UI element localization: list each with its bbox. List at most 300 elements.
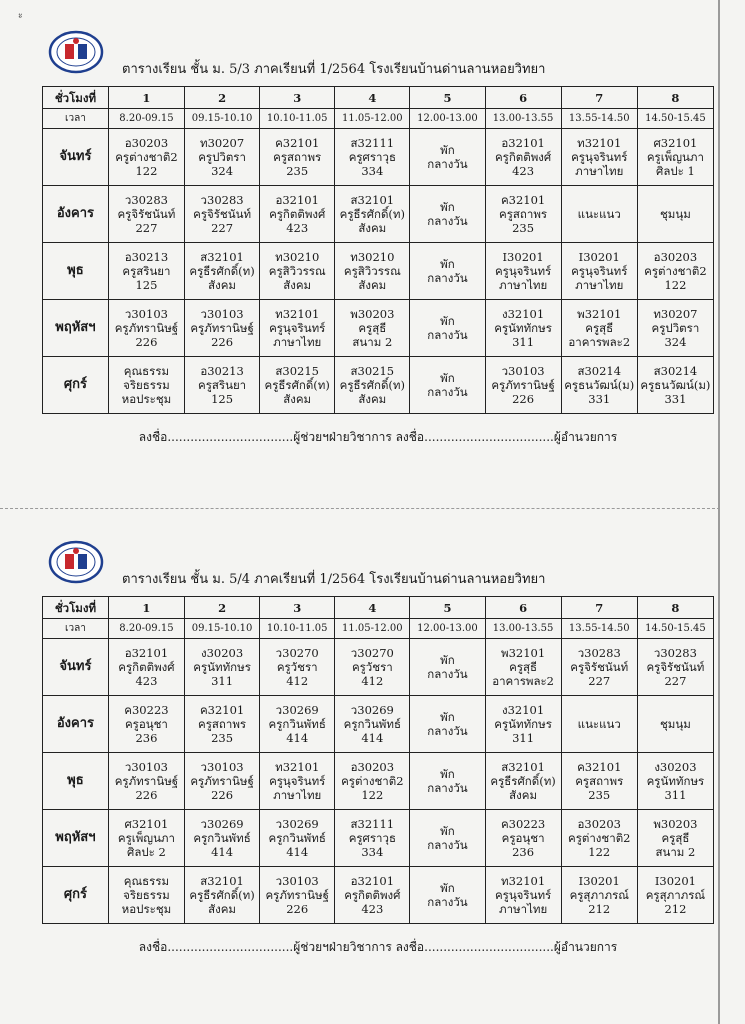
class-cell-line: ว30269 xyxy=(275,817,319,831)
class-cell-line: ว30269 xyxy=(350,703,394,717)
day-name: พุธ xyxy=(43,753,109,810)
class-cell xyxy=(260,129,335,186)
class-cell-line: ค32101 xyxy=(577,760,622,774)
time-slot: 14.50-15.45 xyxy=(637,109,713,129)
class-cell-line: ครูสถาพร xyxy=(575,774,624,788)
class-cell-line: 226 xyxy=(211,335,234,349)
class-cell-line: อ30213 xyxy=(200,364,244,378)
class-cell-line: ครูภัทรานิษฐ์ xyxy=(190,774,254,788)
day-row xyxy=(43,639,714,696)
class-cell-line: 412 xyxy=(361,674,384,688)
class-cell-line: ศิลปะ 2 xyxy=(127,845,166,859)
class-cell-line: พัก xyxy=(440,257,455,271)
class-cell-line: ศ32101 xyxy=(653,136,698,150)
class-cell xyxy=(410,243,485,300)
class-cell xyxy=(410,639,485,696)
class-cell xyxy=(335,357,410,414)
class-cell xyxy=(108,129,184,186)
class-cell-line: สังคม xyxy=(358,392,387,406)
class-cell-line: 122 xyxy=(588,845,611,859)
class-cell-line: 414 xyxy=(286,731,309,745)
class-cell-line: ว30103 xyxy=(200,760,244,774)
class-cell-line: ครูนุจรินทร์ xyxy=(571,264,628,278)
class-cell-line: I30201 xyxy=(578,874,620,888)
class-cell xyxy=(410,186,485,243)
period-number: 2 xyxy=(185,597,260,619)
class-cell xyxy=(108,867,184,924)
class-cell-line: พ30203 xyxy=(653,817,698,831)
class-cell-line: ภาษาไทย xyxy=(575,164,624,178)
class-cell xyxy=(485,696,561,753)
class-cell-line: พัก xyxy=(440,710,455,724)
class-cell xyxy=(637,357,713,414)
class-cell-line: ว30269 xyxy=(200,817,244,831)
class-cell xyxy=(637,810,713,867)
period-number: 7 xyxy=(561,87,637,109)
signature-line: ลงชื่อ.................................ผู้ช่วยฯฝ่ายวิชาการ ลงชื่อ..................................ผู้อำนวยการ xyxy=(138,430,618,444)
class-cell-line: สนาม 2 xyxy=(655,845,696,859)
class-cell-line: ครูธีรศักดิ์(ท) xyxy=(264,378,330,392)
class-cell xyxy=(485,753,561,810)
class-cell-line: ภาษาไทย xyxy=(273,335,322,349)
class-cell xyxy=(260,357,335,414)
class-cell xyxy=(561,357,637,414)
class-cell-line: ครูปวิตรา xyxy=(198,150,246,164)
class-cell-line: กลางวัน xyxy=(427,781,468,795)
time-slot: 12.00-13.00 xyxy=(410,619,485,639)
class-cell-line: ว30103 xyxy=(124,307,168,321)
class-cell xyxy=(485,639,561,696)
class-cell-line: ครูกิตติพงศ์ xyxy=(344,888,401,902)
school-logo-icon xyxy=(48,30,104,74)
class-cell-line: สังคม xyxy=(208,902,237,916)
page-divider xyxy=(0,508,720,509)
class-cell xyxy=(108,753,184,810)
class-cell-line: พ32101 xyxy=(501,646,546,660)
class-cell-line: 423 xyxy=(135,674,158,688)
class-cell-line: 414 xyxy=(286,845,309,859)
class-cell-line: ง32101 xyxy=(501,307,545,321)
class-cell xyxy=(260,186,335,243)
class-cell-line: กลางวัน xyxy=(427,667,468,681)
page-edge xyxy=(718,0,720,1024)
class-cell xyxy=(185,810,260,867)
class-cell-line: 227 xyxy=(664,674,687,688)
class-cell-line: 125 xyxy=(135,278,158,292)
class-cell-line: พัก xyxy=(440,653,455,667)
class-cell-line: ว30270 xyxy=(275,646,319,660)
class-cell-line: ท32101 xyxy=(275,307,320,321)
class-cell-line: 324 xyxy=(211,164,234,178)
class-cell-line: ส30215 xyxy=(350,364,395,378)
class-cell-line: ครูนุจรินทร์ xyxy=(494,264,552,278)
class-cell xyxy=(108,300,184,357)
class-cell-line: ส32101 xyxy=(200,250,244,264)
class-cell-line: อ32101 xyxy=(275,193,319,207)
class-cell-line: 334 xyxy=(361,845,384,859)
class-cell-line: ภาษาไทย xyxy=(499,902,548,916)
class-cell-line: ครูนัททักษร xyxy=(494,717,552,731)
class-cell-line: ครูต่างชาติ2 xyxy=(341,774,404,788)
class-cell xyxy=(185,639,260,696)
class-cell-line: ส32101 xyxy=(200,874,244,888)
class-cell-line: 414 xyxy=(211,845,234,859)
class-cell-line: ครูนัททักษร xyxy=(646,774,705,788)
class-cell-line: ครูจิรัชนันท์ xyxy=(193,207,252,221)
class-cell-line: ครูภัทรานิษฐ์ xyxy=(190,321,254,335)
class-cell-line: ครูธีรศักดิ์(ท) xyxy=(339,207,405,221)
period-number: 6 xyxy=(485,597,561,619)
class-cell xyxy=(485,867,561,924)
period-header-row xyxy=(43,87,714,109)
class-cell-line: ว30283 xyxy=(577,646,621,660)
class-cell-line: ง32101 xyxy=(501,703,545,717)
day-name: พฤหัสฯ xyxy=(43,300,109,357)
class-cell-line: กลางวัน xyxy=(427,385,468,399)
class-cell-line: 331 xyxy=(664,392,687,406)
class-cell-line: ครูสุธี xyxy=(358,321,387,335)
class-cell-line: สนาม 2 xyxy=(352,335,393,349)
time-slot: 8.20-09.15 xyxy=(108,109,184,129)
class-cell-line: อ30203 xyxy=(577,817,621,831)
class-cell-line: ชุมนุม xyxy=(660,717,691,731)
class-cell-line: 423 xyxy=(286,221,309,235)
class-cell-line: อ32101 xyxy=(124,646,169,660)
schedule-section-2 xyxy=(42,540,714,957)
class-cell-line: 235 xyxy=(286,164,309,178)
class-cell-line: ครูกวินพัทธ์ xyxy=(268,717,326,731)
class-cell-line: ครูภัทรานิษฐ์ xyxy=(114,774,179,788)
class-cell xyxy=(410,129,485,186)
class-cell xyxy=(637,753,713,810)
period-number: 1 xyxy=(108,87,184,109)
class-cell-line: ว30103 xyxy=(200,307,244,321)
day-name: พุธ xyxy=(43,243,109,300)
day-name: อังคาร xyxy=(43,186,109,243)
class-cell-line: ท30210 xyxy=(350,250,395,264)
class-cell xyxy=(335,129,410,186)
period-number: 7 xyxy=(561,597,637,619)
class-cell-line: ท32101 xyxy=(577,136,622,150)
class-cell-line: อ32101 xyxy=(350,874,395,888)
signature-line: ลงชื่อ.................................ผู้ช่วยฯฝ่ายวิชาการ ลงชื่อ..................................ผู้อำนวยการ xyxy=(138,940,618,954)
class-cell xyxy=(335,639,410,696)
class-cell-line: แนะแนว xyxy=(577,207,621,221)
class-cell xyxy=(260,810,335,867)
class-cell-line: 235 xyxy=(512,221,535,235)
class-cell xyxy=(185,243,260,300)
class-cell-line: พ30203 xyxy=(350,307,395,321)
class-cell-line: 412 xyxy=(286,674,309,688)
class-cell xyxy=(185,753,260,810)
class-cell-line: ส32111 xyxy=(350,817,395,831)
class-cell-line: กลางวัน xyxy=(427,328,468,342)
class-cell-line: ส32101 xyxy=(350,193,395,207)
day-row xyxy=(43,186,714,243)
class-cell-line: สังคม xyxy=(358,221,387,235)
class-cell-line: กลางวัน xyxy=(427,895,468,909)
class-cell-line: 122 xyxy=(135,164,158,178)
class-cell xyxy=(485,810,561,867)
time-row xyxy=(43,109,714,129)
class-cell-line: อ30203 xyxy=(350,760,395,774)
class-cell-line: I30201 xyxy=(578,250,620,264)
day-row xyxy=(43,129,714,186)
timetable-body xyxy=(43,597,714,924)
class-cell-line: ครูเพ็ญนภา xyxy=(646,150,704,164)
class-cell xyxy=(637,300,713,357)
period-number: 8 xyxy=(637,597,713,619)
class-cell-line: ครูสิวิวรรณ xyxy=(268,264,326,278)
time-slot: 13.00-13.55 xyxy=(485,619,561,639)
day-row xyxy=(43,243,714,300)
class-cell xyxy=(335,696,410,753)
class-cell-line: กลางวัน xyxy=(427,724,468,738)
class-cell xyxy=(561,243,637,300)
day-name: จันทร์ xyxy=(43,129,109,186)
class-cell xyxy=(561,186,637,243)
class-cell-line: ครูอนุชา xyxy=(124,717,168,731)
class-cell xyxy=(410,357,485,414)
period-number: 5 xyxy=(410,597,485,619)
day-row xyxy=(43,810,714,867)
class-cell-line: พ32101 xyxy=(577,307,622,321)
class-cell-line: ครูสถาพร xyxy=(499,207,548,221)
class-cell-line: ท32101 xyxy=(501,874,546,888)
time-slot: 12.00-13.00 xyxy=(410,109,485,129)
class-cell-line: ครูสิวิวรรณ xyxy=(343,264,401,278)
class-cell-line: ครูจิรัชนันท์ xyxy=(646,660,705,674)
class-cell-line: 423 xyxy=(512,164,535,178)
class-cell-line: สังคม xyxy=(283,278,312,292)
class-cell-line: ว30283 xyxy=(200,193,244,207)
class-cell-line: ศิลปะ 1 xyxy=(656,164,695,178)
class-cell xyxy=(335,810,410,867)
time-slot: 13.00-13.55 xyxy=(485,109,561,129)
class-cell xyxy=(185,696,260,753)
class-cell-line: หอประชุม xyxy=(121,902,172,916)
class-cell-line: ครูกิตติพงศ์ xyxy=(494,150,552,164)
day-name: จันทร์ xyxy=(43,639,109,696)
class-cell xyxy=(485,129,561,186)
class-cell xyxy=(485,357,561,414)
class-cell-line: พัก xyxy=(440,200,455,214)
class-cell-line: ครูภัทรานิษฐ์ xyxy=(491,378,555,392)
class-cell xyxy=(561,696,637,753)
class-cell-line: 226 xyxy=(135,788,158,802)
period-header-label: ชั่วโมงที่ xyxy=(43,87,109,109)
class-cell-line: ว30283 xyxy=(653,646,697,660)
class-cell-line: ครูสุธี xyxy=(585,321,614,335)
class-cell-line: ครูอนุชา xyxy=(501,831,545,845)
class-cell-line: ว30270 xyxy=(350,646,394,660)
period-number: 3 xyxy=(260,87,335,109)
class-cell-line: กลางวัน xyxy=(427,157,468,171)
class-cell xyxy=(335,867,410,924)
class-cell-line: 311 xyxy=(211,674,234,688)
timetable xyxy=(42,86,714,414)
class-cell-line: ครูสุธี xyxy=(661,831,690,845)
class-cell-line: ส30214 xyxy=(653,364,698,378)
class-cell xyxy=(485,243,561,300)
class-cell-line: กลางวัน xyxy=(427,271,468,285)
class-cell-line: 331 xyxy=(588,392,611,406)
time-slot: 10.10-11.05 xyxy=(260,109,335,129)
time-slot: 09.15-10.10 xyxy=(185,619,260,639)
class-cell-line: ครูปวิตรา xyxy=(651,321,700,335)
class-cell xyxy=(637,129,713,186)
class-cell-line: ครูธีรศักดิ์(ท) xyxy=(339,378,405,392)
class-cell-line: ศ32101 xyxy=(124,817,169,831)
class-cell xyxy=(185,357,260,414)
class-cell-line: ค30223 xyxy=(500,817,546,831)
period-number: 8 xyxy=(637,87,713,109)
class-cell-line: ครูนุจรินทร์ xyxy=(571,150,628,164)
class-cell-line: ว30103 xyxy=(124,760,168,774)
class-cell xyxy=(561,129,637,186)
class-cell-line: ครูนุจรินทร์ xyxy=(494,888,552,902)
class-cell-line: ครูต่างชาติ2 xyxy=(644,264,707,278)
class-cell-line: อ30213 xyxy=(124,250,169,264)
class-cell xyxy=(637,867,713,924)
class-cell-line: ครูต่างชาติ2 xyxy=(568,831,631,845)
class-cell-line: ครูภัทรานิษฐ์ xyxy=(265,888,329,902)
class-cell-line: ครูภัทรานิษฐ์ xyxy=(114,321,179,335)
class-cell-line: ท30207 xyxy=(199,136,245,150)
class-cell xyxy=(637,696,713,753)
class-cell-line: อ30203 xyxy=(124,136,169,150)
class-cell xyxy=(260,300,335,357)
class-cell-line: ครูเพ็ญนภา xyxy=(117,831,175,845)
class-cell-line: ครูกิตติพงศ์ xyxy=(269,207,326,221)
time-row xyxy=(43,619,714,639)
period-number: 6 xyxy=(485,87,561,109)
class-cell xyxy=(561,867,637,924)
class-cell xyxy=(561,300,637,357)
class-cell-line: จริยธรรม xyxy=(123,378,170,392)
class-cell-line: ครูต่างชาติ2 xyxy=(115,150,178,164)
class-cell xyxy=(485,300,561,357)
time-slot: 8.20-09.15 xyxy=(108,619,184,639)
day-row xyxy=(43,753,714,810)
class-cell xyxy=(561,810,637,867)
class-cell-line: 227 xyxy=(211,221,234,235)
class-cell-line: ครูธีรศักดิ์(ท) xyxy=(189,264,255,278)
day-row xyxy=(43,867,714,924)
class-cell-line: I30201 xyxy=(654,874,696,888)
class-cell-line: 311 xyxy=(512,335,535,349)
class-cell xyxy=(637,186,713,243)
class-cell-line: ครูนุจรินทร์ xyxy=(269,774,326,788)
class-cell-line: ส32111 xyxy=(350,136,395,150)
class-cell-line: ครูกวินพัทธ์ xyxy=(343,717,401,731)
class-cell-line: ง30203 xyxy=(200,646,244,660)
class-cell-line: ค32101 xyxy=(199,703,245,717)
class-cell xyxy=(410,867,485,924)
class-cell-line: สังคม xyxy=(509,788,538,802)
class-cell-line: 235 xyxy=(211,731,234,745)
class-cell-line: ครูสถาพร xyxy=(198,717,247,731)
class-cell xyxy=(410,753,485,810)
schedule-header xyxy=(42,540,714,596)
class-cell-line: ครูศราวุธ xyxy=(348,150,396,164)
class-cell xyxy=(185,129,260,186)
schedule-header xyxy=(42,30,714,86)
timetable xyxy=(42,596,714,924)
class-cell-line: ว30269 xyxy=(275,703,319,717)
class-cell xyxy=(108,639,184,696)
class-cell-line: ครูกิตติพงศ์ xyxy=(118,660,175,674)
day-row xyxy=(43,300,714,357)
day-name: ศุกร์ xyxy=(43,867,109,924)
class-cell xyxy=(260,639,335,696)
class-cell-line: ชุมนุม xyxy=(660,207,691,221)
class-cell-line: พัก xyxy=(440,767,455,781)
class-cell-line: สังคม xyxy=(358,278,387,292)
class-cell-line: อ30203 xyxy=(653,250,698,264)
class-cell-line: 311 xyxy=(512,731,535,745)
class-cell-line: ภาษาไทย xyxy=(499,278,548,292)
class-cell-line: 236 xyxy=(512,845,535,859)
class-cell-line: 212 xyxy=(588,902,611,916)
class-cell-line: ว30103 xyxy=(501,364,545,378)
time-label: เวลา xyxy=(43,109,109,129)
class-cell-line: ท30207 xyxy=(653,307,698,321)
class-cell-line: 235 xyxy=(588,788,611,802)
class-cell-line: กลางวัน xyxy=(427,838,468,852)
class-cell xyxy=(185,186,260,243)
class-cell-line: ท32101 xyxy=(275,760,320,774)
class-cell-line: ส30215 xyxy=(275,364,319,378)
class-cell-line: พัก xyxy=(440,881,455,895)
class-cell xyxy=(410,696,485,753)
class-cell-line: ท30210 xyxy=(275,250,320,264)
class-cell-line: คุณธรรม xyxy=(123,364,170,378)
class-cell-line: ง30203 xyxy=(654,760,697,774)
class-cell-line: ครูวัชรา xyxy=(276,660,318,674)
class-cell-line: ส32101 xyxy=(501,760,545,774)
schedule-title: ตารางเรียน ชั้น ม. 5/4 ภาคเรียนที่ 1/2564 โรงเรียนบ้านด่านลานหอยวิทยา xyxy=(122,572,546,587)
schedule-section-1 xyxy=(42,30,714,447)
class-cell xyxy=(561,753,637,810)
schedule-title: ตารางเรียน ชั้น ม. 5/3 ภาคเรียนที่ 1/2564 โรงเรียนบ้านด่านลานหอยวิทยา xyxy=(122,62,546,77)
period-number: 1 xyxy=(108,597,184,619)
class-cell xyxy=(561,639,637,696)
class-cell-line: ครูธีรศักดิ์(ท) xyxy=(189,888,255,902)
class-cell-line: พัก xyxy=(440,824,455,838)
class-cell xyxy=(260,867,335,924)
class-cell xyxy=(260,696,335,753)
class-cell-line: ครูนุจรินทร์ xyxy=(269,321,326,335)
day-row xyxy=(43,696,714,753)
class-cell-line: แนะแนว xyxy=(577,717,621,731)
class-cell-line: ครูกวินพัทธ์ xyxy=(268,831,326,845)
time-label: เวลา xyxy=(43,619,109,639)
time-slot: 11.05-12.00 xyxy=(335,619,410,639)
school-logo-icon xyxy=(48,540,104,584)
class-cell-line: ค32101 xyxy=(275,136,320,150)
class-cell-line: ครูธีรศักดิ์(ท) xyxy=(490,774,556,788)
time-slot: 11.05-12.00 xyxy=(335,109,410,129)
day-row xyxy=(43,357,714,414)
class-cell-line: อาคารพละ2 xyxy=(568,335,631,349)
class-cell xyxy=(108,243,184,300)
class-cell-line: ค32101 xyxy=(500,193,546,207)
class-cell-line: อ32101 xyxy=(501,136,545,150)
class-cell-line: 423 xyxy=(361,902,384,916)
class-cell-line: ว30283 xyxy=(124,193,168,207)
class-cell-line: ครูนัททักษร xyxy=(193,660,251,674)
